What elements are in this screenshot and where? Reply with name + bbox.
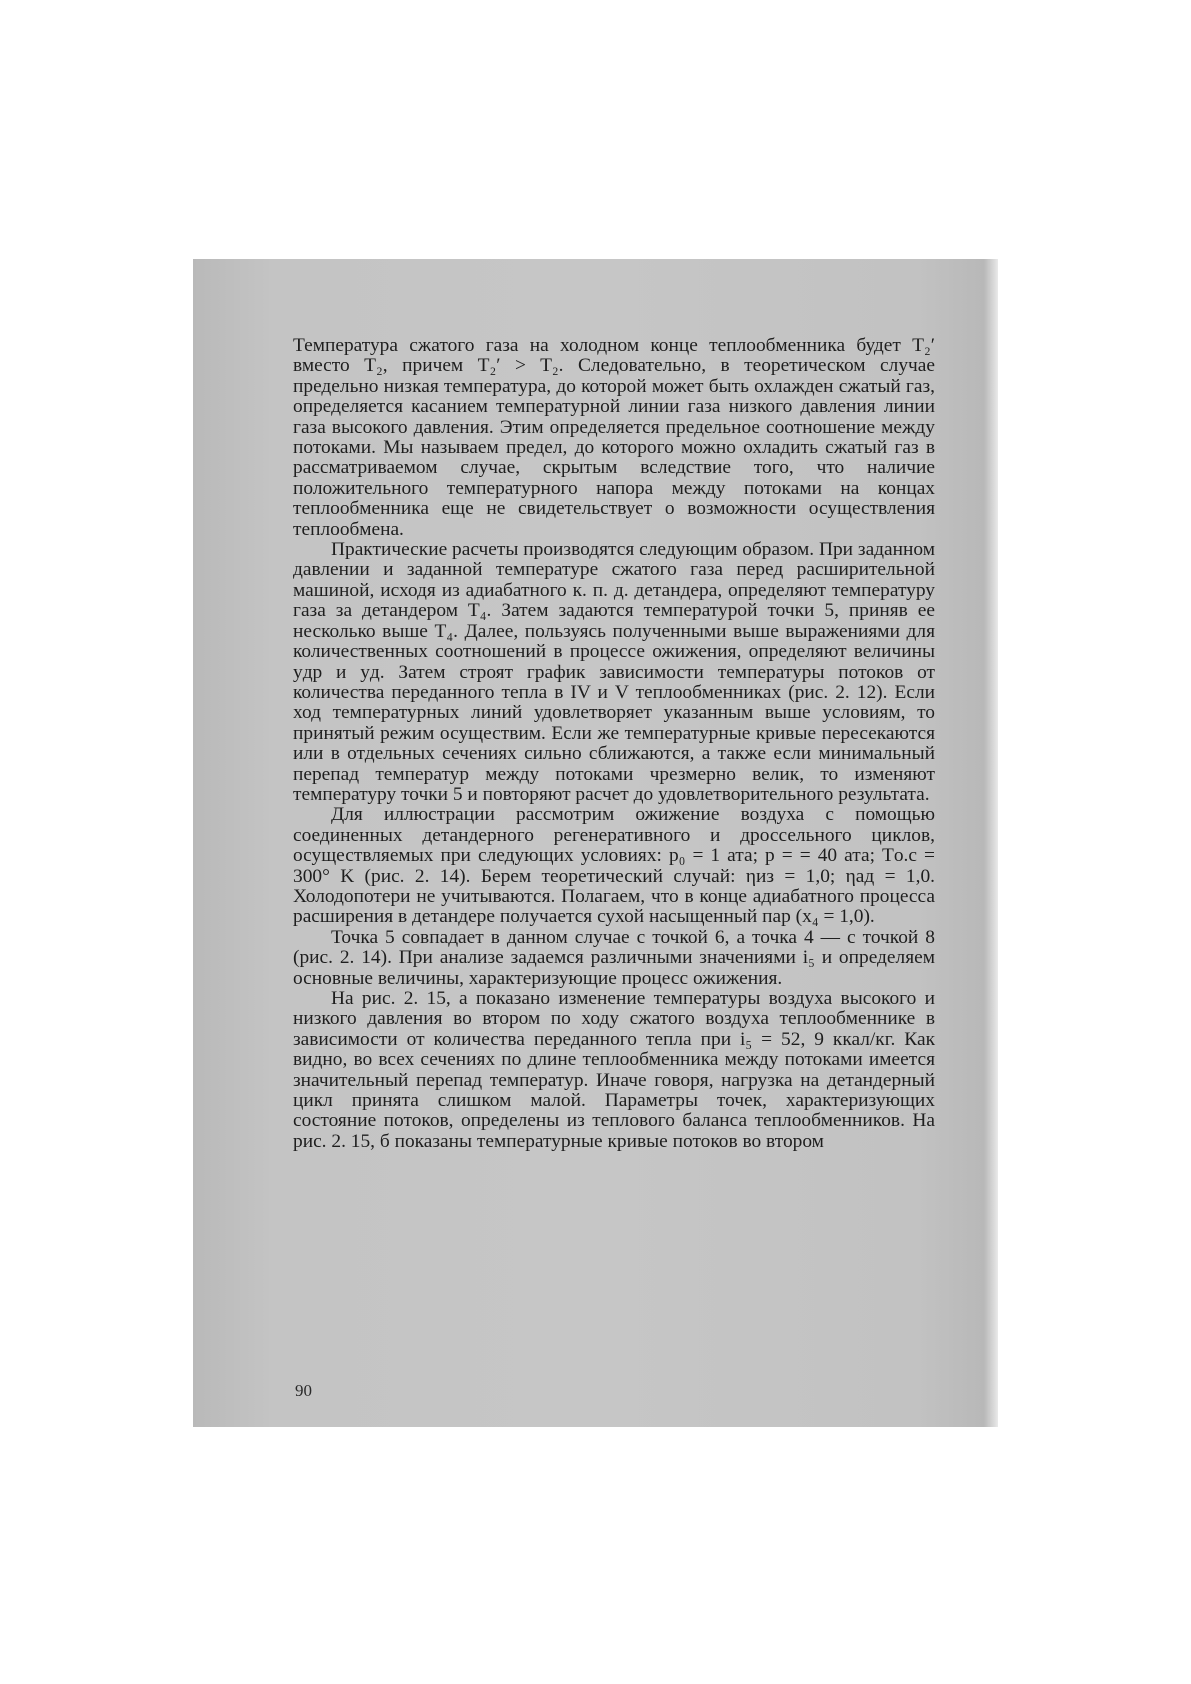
paragraph: Для иллюстрации рассмотрим ожижение воздуха с помощью соединенных детандерного регенеративного и дроссельного циклов, осуществляемых при следующих условиях: p₀ = 1 ата; p = = 40 ата; Tо.с = 300° K (рис. 2. 14). Берем теоретический случай: ηиз = 1,0; ηад = 1,0. Холодопотери не учитываются. Полагаем, что в конце адиабатного процесса расширения в детандере получается сухой насыщенный пар (x₄ = 1,0). [293, 804, 935, 928]
paragraph: На рис. 2. 15, а показано изменение температуры воздуха высокого и низкого давления во втором по ходу сжатого воздуха теплообменнике в зависимости от количества переданного тепла при i₅ = 52, 9 ккал/кг. Как видно, во всех сечениях по длине теплообменника между потоками имеется значительный перепад температур. Иначе говоря, нагрузка на детандерный цикл принята слишком малой. Параметры точек, характеризующих состояние потоков, определены из теплового баланса теплообменников. На рис. 2. 15, б показаны температурные кривые потоков во втором [293, 988, 935, 1152]
paragraph: Практические расчеты производятся следующим образом. При заданном давлении и заданной температуре сжатого газа перед расширительной машиной, исходя из адиабатного к. п. д. детандера, определяют температуру газа за детандером T₄. Затем задаются температурой точки 5, приняв ее несколько выше T₄. Далее, пользуясь полученными выше выражениями для количественных соотношений в процессе ожижения, определяют величины yдр и yд. Затем строят график зависимости температуры потоков от количества переданного тепла в IV и V теплообменниках (рис. 2. 12). Если ход температурных линий удовлетворяет указанным выше условиям, то принятый режим осуществим. Если же температурные кривые пересекаются или в отдельных сечениях сильно сближаются, а также если минимальный перепад температур между потоками чрезмерно велик, то изменяют температуру точки 5 и повторяют расчет до удовлетворительного результата. [293, 539, 935, 805]
scanned-page [193, 259, 998, 1427]
paragraph: Точка 5 совпадает в данном случае с точкой 6, а точка 4 — с точкой 8 (рис. 2. 14). При анализе задаемся различными значениями i₅ и определяем основные величины, характеризующие процесс ожижения. [293, 926, 935, 989]
body-text [293, 336, 935, 1152]
paragraph: Температура сжатого газа на холодном конце теплообменника будет T₂′ вместо T₂, причем T₂′ > T₂. Следовательно, в теоретическом случае предельно низкая температура, до которой может быть охлажден сжатый газ, определяется касанием температурной линии газа низкого давления линии газа высокого давления. Этим определяется предельное соотношение между потоками. Мы называем предел, до которого можно охладить сжатый газ в рассматриваемом случае, скрытым вследствие того, что наличие положительного температурного напора между потоками на концах теплообменника еще не свидетельствует о возможности осуществления теплообмена. [293, 335, 935, 540]
page-number: 90 [295, 1381, 312, 1400]
page-edge-shadow [984, 259, 998, 1427]
